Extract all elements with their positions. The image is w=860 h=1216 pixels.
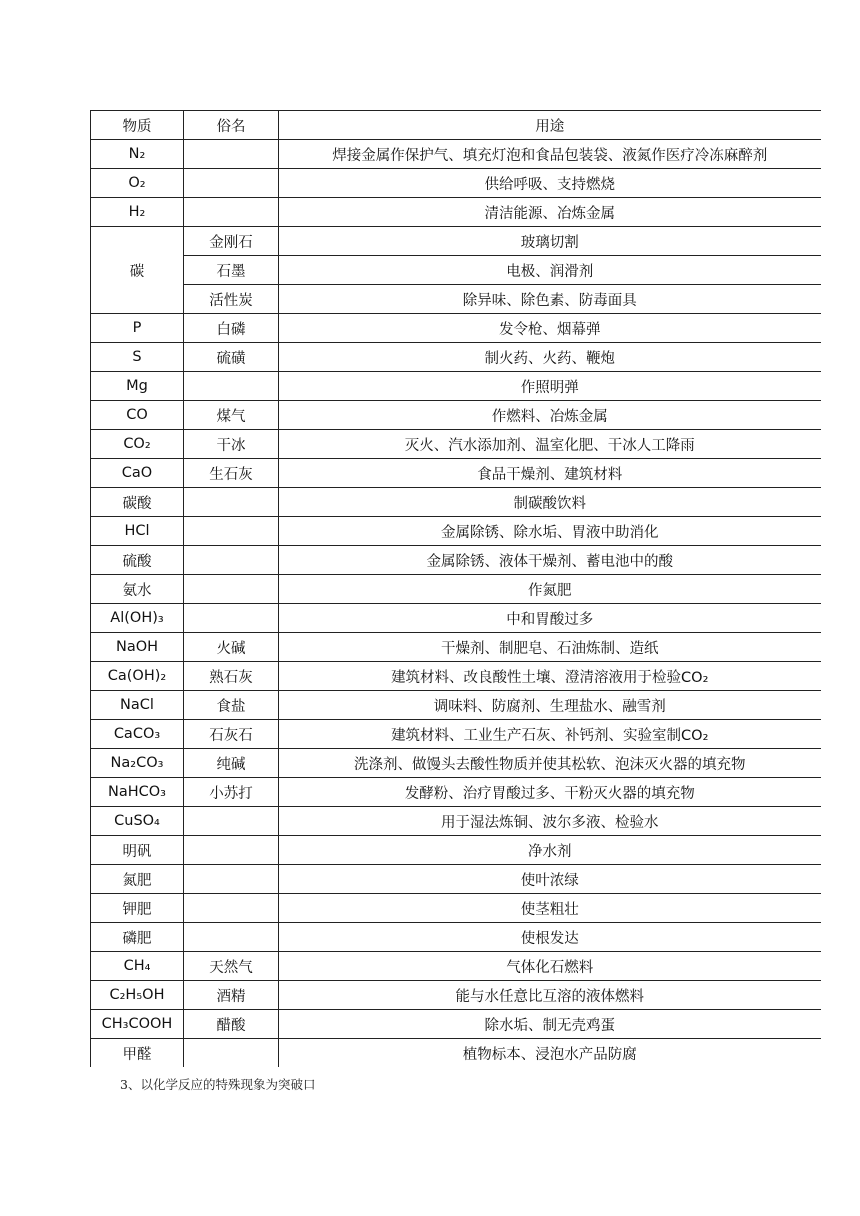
cell-substance: P bbox=[91, 314, 184, 343]
table-row bbox=[91, 546, 821, 575]
cell-use: 能与水任意比互溶的液体燃料 bbox=[279, 981, 821, 1010]
table-row bbox=[91, 662, 821, 691]
table-row bbox=[91, 691, 821, 720]
cell-use: 灭火、汽水添加剂、温室化肥、干冰人工降雨 bbox=[279, 430, 821, 459]
cell-use: 使茎粗壮 bbox=[279, 894, 821, 923]
cell-substance: 碳酸 bbox=[91, 488, 184, 517]
header-use: 用途 bbox=[279, 111, 821, 140]
cell-use: 使根发达 bbox=[279, 923, 821, 952]
cell-substance: CO₂ bbox=[91, 430, 184, 459]
section-heading-note: 3、以化学反应的特殊现象为突破口 bbox=[120, 1077, 316, 1092]
cell-common-name bbox=[184, 169, 279, 198]
cell-use: 金属除锈、除水垢、胃液中助消化 bbox=[279, 517, 821, 546]
cell-common-name bbox=[184, 894, 279, 923]
cell-common-name: 醋酸 bbox=[184, 1010, 279, 1039]
cell-common-name bbox=[184, 604, 279, 633]
table-row bbox=[91, 720, 821, 749]
table-row bbox=[91, 285, 821, 314]
header-common-name: 俗名 bbox=[184, 111, 279, 140]
cell-use: 建筑材料、工业生产石灰、补钙剂、实验室制CO₂ bbox=[279, 720, 821, 749]
cell-use: 建筑材料、改良酸性土壤、澄清溶液用于检验CO₂ bbox=[279, 662, 821, 691]
cell-common-name: 生石灰 bbox=[184, 459, 279, 488]
table-row bbox=[91, 604, 821, 633]
table-row bbox=[91, 1010, 821, 1039]
cell-use: 发酵粉、治疗胃酸过多、干粉灭火器的填充物 bbox=[279, 778, 821, 807]
cell-use: 使叶浓绿 bbox=[279, 865, 821, 894]
cell-use: 制火药、火药、鞭炮 bbox=[279, 343, 821, 372]
cell-substance: Mg bbox=[91, 372, 184, 401]
cell-use: 作氮肥 bbox=[279, 575, 821, 604]
cell-substance: Na₂CO₃ bbox=[91, 749, 184, 778]
cell-use: 中和胃酸过多 bbox=[279, 604, 821, 633]
cell-substance: CuSO₄ bbox=[91, 807, 184, 836]
cell-use: 电极、润滑剂 bbox=[279, 256, 821, 285]
table-row bbox=[91, 749, 821, 778]
cell-use: 发令枪、烟幕弹 bbox=[279, 314, 821, 343]
substance-use-table bbox=[90, 110, 821, 1067]
cell-substance: NaHCO₃ bbox=[91, 778, 184, 807]
table-header-row bbox=[91, 111, 821, 140]
cell-substance: HCl bbox=[91, 517, 184, 546]
table-row bbox=[91, 256, 821, 285]
table-row bbox=[91, 1039, 821, 1068]
cell-use: 食品干燥剂、建筑材料 bbox=[279, 459, 821, 488]
header-substance: 物质 bbox=[91, 111, 184, 140]
cell-common-name: 石墨 bbox=[184, 256, 279, 285]
cell-use: 作照明弹 bbox=[279, 372, 821, 401]
cell-substance: 碳 bbox=[91, 227, 184, 314]
cell-common-name bbox=[184, 923, 279, 952]
cell-substance: Ca(OH)₂ bbox=[91, 662, 184, 691]
table-row bbox=[91, 517, 821, 546]
cell-use: 洗涤剂、做馒头去酸性物质并使其松软、泡沫灭火器的填充物 bbox=[279, 749, 821, 778]
cell-common-name: 金刚石 bbox=[184, 227, 279, 256]
cell-use: 清洁能源、冶炼金属 bbox=[279, 198, 821, 227]
cell-common-name bbox=[184, 865, 279, 894]
cell-use: 制碳酸饮料 bbox=[279, 488, 821, 517]
cell-substance: S bbox=[91, 343, 184, 372]
cell-common-name: 活性炭 bbox=[184, 285, 279, 314]
cell-use: 供给呼吸、支持燃烧 bbox=[279, 169, 821, 198]
cell-substance: 硫酸 bbox=[91, 546, 184, 575]
cell-common-name: 硫磺 bbox=[184, 343, 279, 372]
cell-common-name: 小苏打 bbox=[184, 778, 279, 807]
cell-substance: 氮肥 bbox=[91, 865, 184, 894]
cell-common-name: 干冰 bbox=[184, 430, 279, 459]
cell-use: 气体化石燃料 bbox=[279, 952, 821, 981]
cell-use: 作燃料、冶炼金属 bbox=[279, 401, 821, 430]
cell-common-name: 纯碱 bbox=[184, 749, 279, 778]
cell-use: 植物标本、浸泡水产品防腐 bbox=[279, 1039, 821, 1068]
cell-substance: CH₃COOH bbox=[91, 1010, 184, 1039]
cell-use: 干燥剂、制肥皂、石油炼制、造纸 bbox=[279, 633, 821, 662]
table-row bbox=[91, 372, 821, 401]
cell-common-name: 白磷 bbox=[184, 314, 279, 343]
cell-common-name bbox=[184, 575, 279, 604]
table-row bbox=[91, 227, 821, 256]
cell-common-name bbox=[184, 517, 279, 546]
cell-common-name bbox=[184, 488, 279, 517]
table-row bbox=[91, 952, 821, 981]
table-row bbox=[91, 807, 821, 836]
cell-substance: C₂H₅OH bbox=[91, 981, 184, 1010]
table-row bbox=[91, 314, 821, 343]
table-row bbox=[91, 488, 821, 517]
cell-substance: NaOH bbox=[91, 633, 184, 662]
table-row bbox=[91, 923, 821, 952]
table-row bbox=[91, 836, 821, 865]
cell-common-name: 熟石灰 bbox=[184, 662, 279, 691]
cell-use: 用于湿法炼铜、波尔多液、检验水 bbox=[279, 807, 821, 836]
cell-substance: CH₄ bbox=[91, 952, 184, 981]
cell-use: 除水垢、制无壳鸡蛋 bbox=[279, 1010, 821, 1039]
cell-use: 调味料、防腐剂、生理盐水、融雪剂 bbox=[279, 691, 821, 720]
cell-substance: 氨水 bbox=[91, 575, 184, 604]
table-row bbox=[91, 633, 821, 662]
cell-common-name: 石灰石 bbox=[184, 720, 279, 749]
cell-substance: H₂ bbox=[91, 198, 184, 227]
cell-substance: 钾肥 bbox=[91, 894, 184, 923]
table-row bbox=[91, 865, 821, 894]
table-row bbox=[91, 981, 821, 1010]
cell-common-name bbox=[184, 140, 279, 169]
cell-substance: CaCO₃ bbox=[91, 720, 184, 749]
table-row bbox=[91, 459, 821, 488]
cell-substance: Al(OH)₃ bbox=[91, 604, 184, 633]
table-row bbox=[91, 894, 821, 923]
cell-common-name: 酒精 bbox=[184, 981, 279, 1010]
cell-common-name bbox=[184, 807, 279, 836]
cell-common-name: 火碱 bbox=[184, 633, 279, 662]
cell-substance: N₂ bbox=[91, 140, 184, 169]
table-row bbox=[91, 430, 821, 459]
cell-substance: 甲醛 bbox=[91, 1039, 184, 1068]
cell-use: 焊接金属作保护气、填充灯泡和食品包装袋、液氮作医疗冷冻麻醉剂 bbox=[279, 140, 821, 169]
cell-substance: NaCl bbox=[91, 691, 184, 720]
cell-substance: O₂ bbox=[91, 169, 184, 198]
cell-substance: CO bbox=[91, 401, 184, 430]
cell-common-name bbox=[184, 1039, 279, 1068]
cell-common-name: 食盐 bbox=[184, 691, 279, 720]
cell-use: 除异味、除色素、防毒面具 bbox=[279, 285, 821, 314]
cell-common-name bbox=[184, 372, 279, 401]
cell-substance: 磷肥 bbox=[91, 923, 184, 952]
table-row bbox=[91, 198, 821, 227]
table-row bbox=[91, 575, 821, 604]
cell-substance: CaO bbox=[91, 459, 184, 488]
table-row bbox=[91, 169, 821, 198]
table-row bbox=[91, 401, 821, 430]
cell-common-name: 煤气 bbox=[184, 401, 279, 430]
cell-common-name bbox=[184, 836, 279, 865]
cell-common-name: 天然气 bbox=[184, 952, 279, 981]
table-row bbox=[91, 343, 821, 372]
cell-common-name bbox=[184, 198, 279, 227]
table-row bbox=[91, 778, 821, 807]
cell-common-name bbox=[184, 546, 279, 575]
table-row bbox=[91, 140, 821, 169]
cell-use: 玻璃切割 bbox=[279, 227, 821, 256]
cell-use: 金属除锈、液体干燥剂、蓄电池中的酸 bbox=[279, 546, 821, 575]
cell-substance: 明矾 bbox=[91, 836, 184, 865]
cell-use: 净水剂 bbox=[279, 836, 821, 865]
